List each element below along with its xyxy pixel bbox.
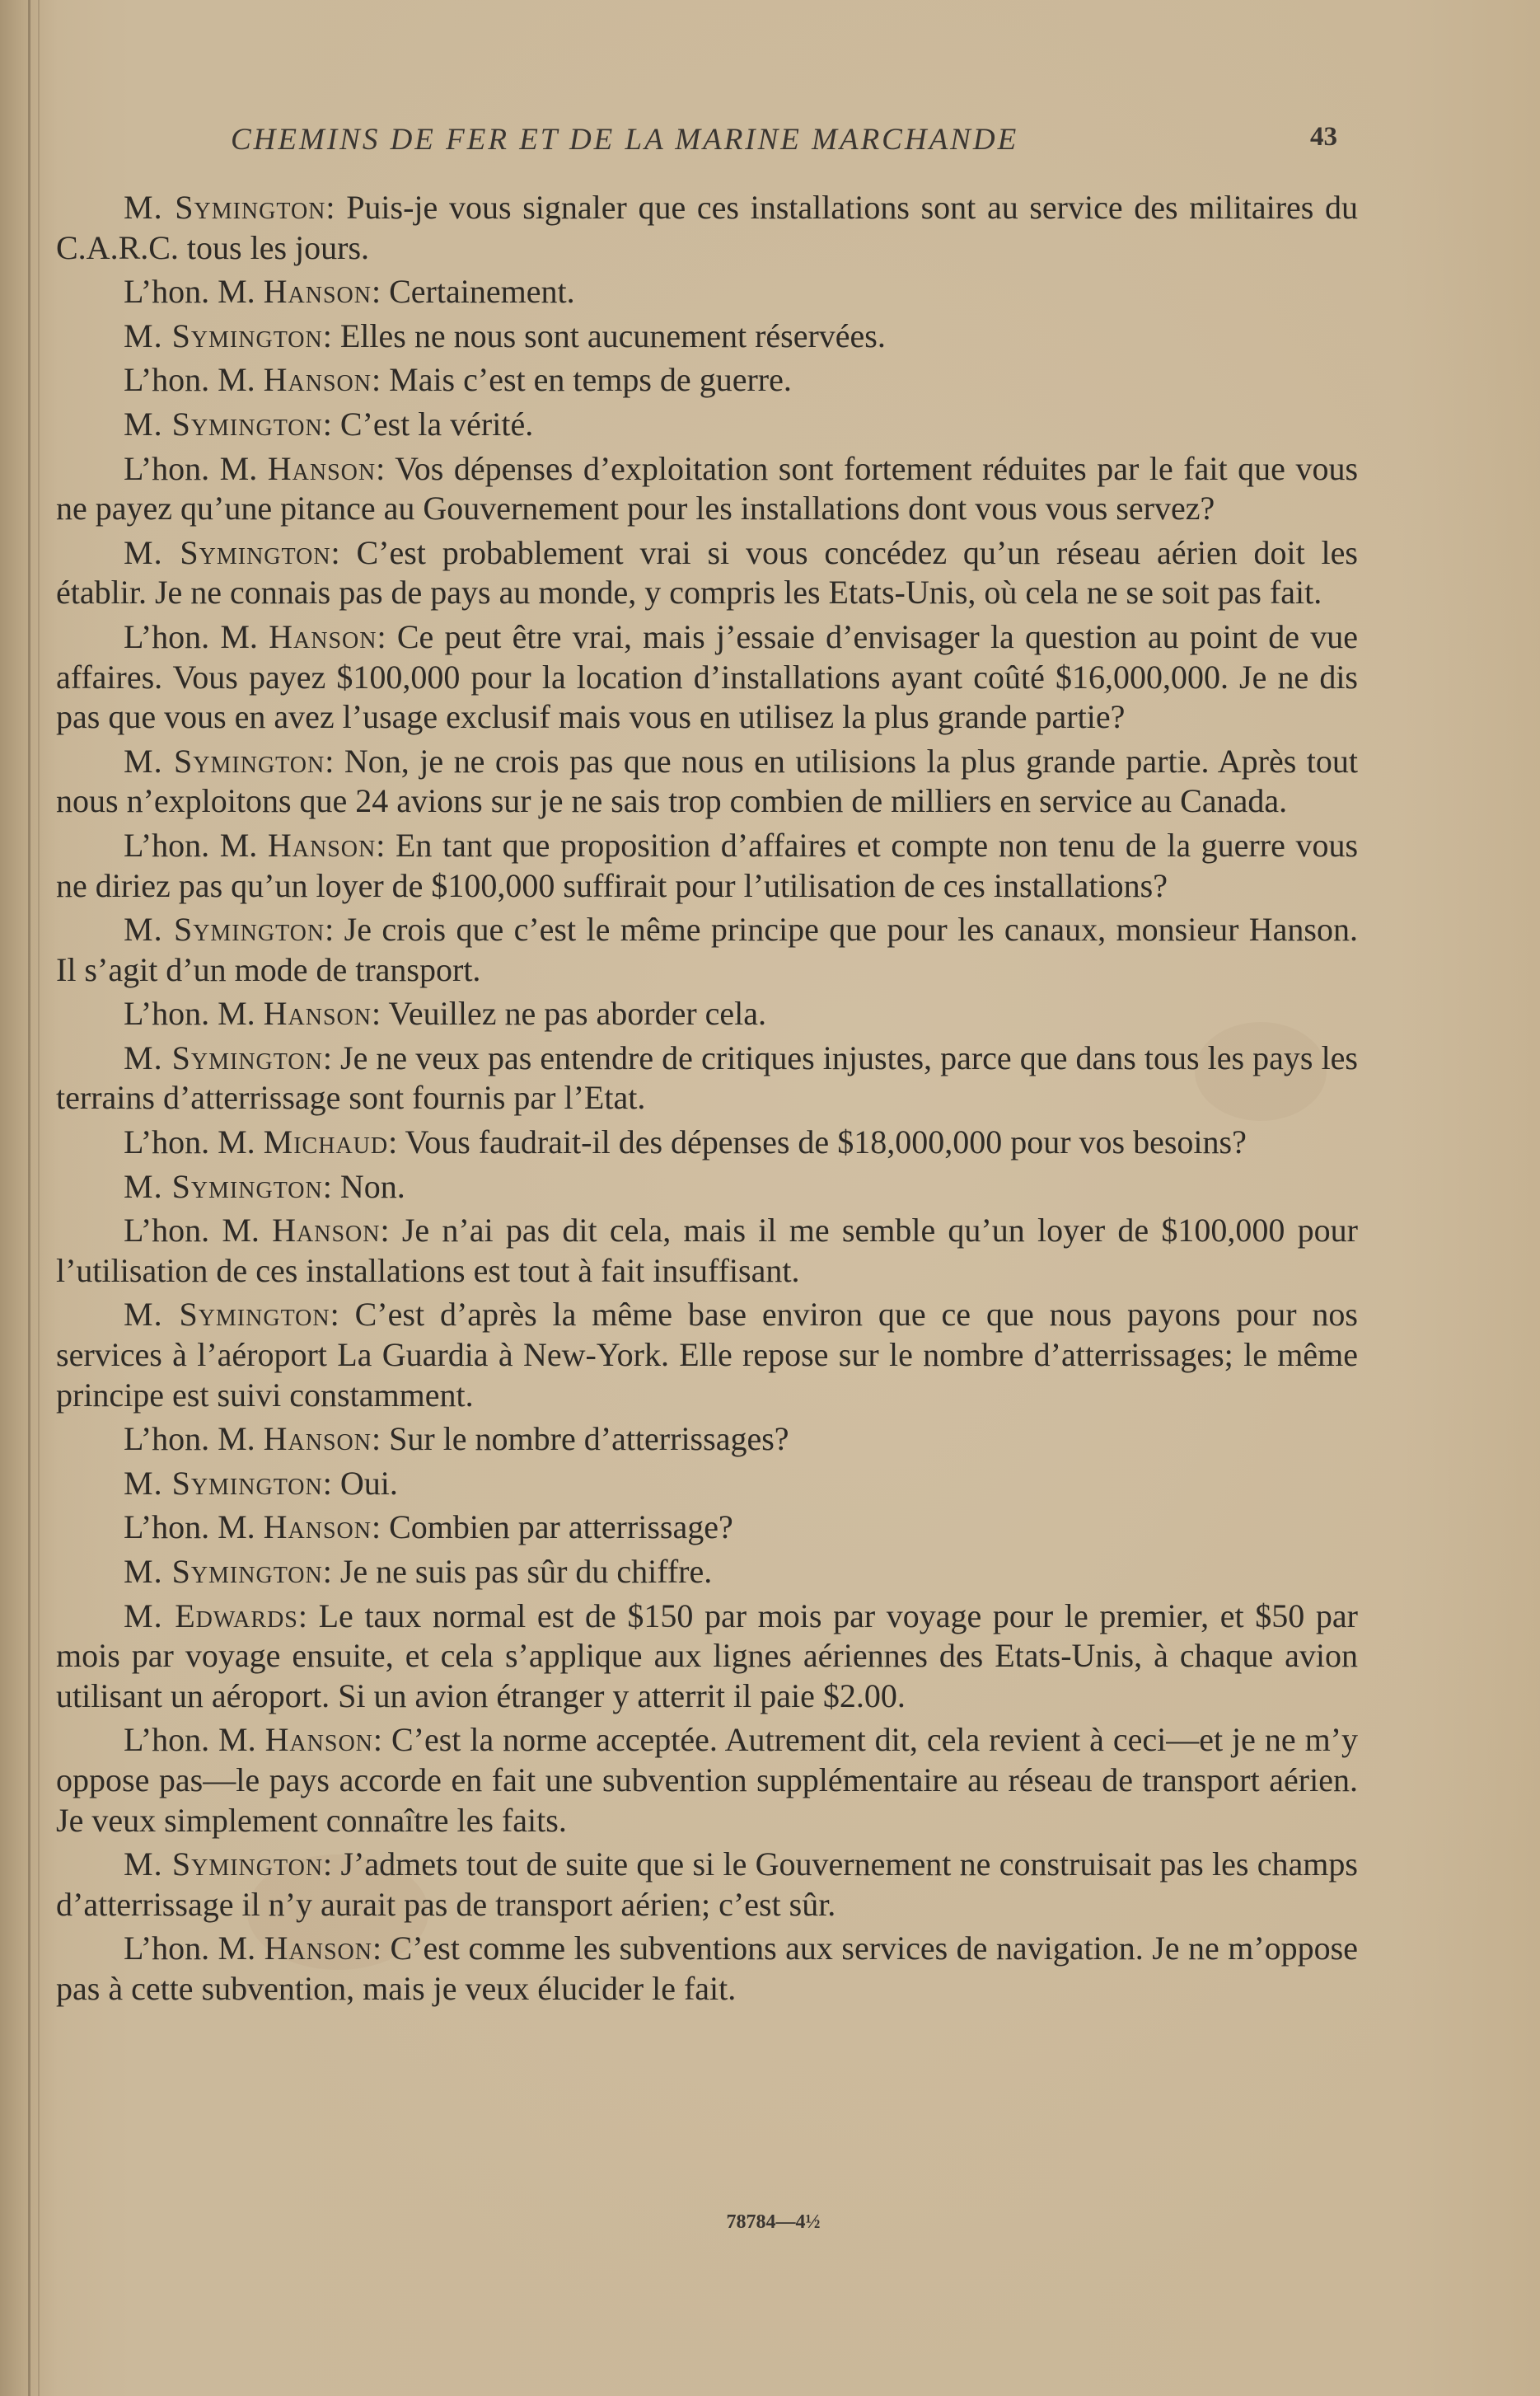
speaker-title: L’hon. M. bbox=[124, 1420, 255, 1458]
speech-text: Veuillez ne pas aborder cela. bbox=[388, 995, 767, 1033]
speaker-name: Hanson bbox=[272, 1212, 381, 1250]
dialogue-paragraph: L’hon. M. Hanson: Vos dépenses d’exploitation sont fortement réduites par le fait que vous ne payez qu’une pitance au Gouvernement pour les installations dont vous vous servez? bbox=[56, 449, 1359, 527]
speaker-title: L’hon. M. bbox=[124, 995, 255, 1033]
speech-text: Je crois que c’est le même principe que pour les canaux, monsieur Hanson. Il s’agit d’un mode de transport. bbox=[56, 911, 1359, 988]
speaker-name: Hanson bbox=[263, 273, 372, 311]
speaker-title: L’hon. M. bbox=[124, 1212, 260, 1250]
dialogue-paragraph: M. Symington: Je crois que c’est le même principe que pour les canaux, monsieur Hanson. Il s’agit d’un mode de transport. bbox=[56, 911, 1359, 988]
dialogue-paragraph: L’hon. M. Hanson: Je n’ai pas dit cela, mais il me semble qu’un loyer de $100,000 pour l’utilisation de ces installations est tout à fait insuffisant. bbox=[56, 1212, 1358, 1289]
running-title: CHEMINS DE FER ET DE LA MARINE MARCHANDE bbox=[231, 123, 1019, 157]
speech-text: C’est comme les subventions aux services de navigation. Je ne m’oppose pas à cette subvention, mais je veux élucider le fait. bbox=[56, 1929, 1358, 2007]
speaker-name: M. Symington bbox=[124, 1553, 323, 1590]
speaker-title: L’hon. M. bbox=[124, 826, 258, 864]
transcript-body bbox=[56, 188, 1358, 2014]
speech-text: Elles ne nous sont aucunement réservées. bbox=[339, 316, 886, 354]
speaker-name: Hanson bbox=[263, 1420, 372, 1458]
dialogue-paragraph: M. Symington: C’est probablement vrai si vous concédez qu’un réseau aérien doit les établir. Je ne connais pas de pays au monde, y compris les Etats-Unis, où cela ne se soit pas fait. bbox=[56, 533, 1358, 612]
dialogue-paragraph: M. Symington: Non. bbox=[124, 1167, 405, 1205]
speech-text: C’est d’après la même base environ que ce que nous payons pour nos services à l’aéroport La Guardia à New-York. Elle repose sur le nombre d’atterrissages; le même principe est suivi constamment. bbox=[56, 1296, 1358, 1414]
dialogue-paragraph: M. Symington: C’est la vérité. bbox=[124, 405, 534, 443]
dialogue-paragraph: L’hon. M. Michaud: Vous faudrait-il des dépenses de $18,000,000 pour vos besoins? bbox=[124, 1123, 1247, 1161]
speech-text: Puis-je vous signaler que ces installations sont au service des militaires du C.A.R.C. tous les jours. bbox=[56, 189, 1358, 266]
speaker-title: L’hon. M. bbox=[124, 449, 258, 487]
speaker-name: Michaud bbox=[263, 1123, 389, 1161]
speech-text: Je ne suis pas sûr du chiffre. bbox=[339, 1553, 713, 1590]
speaker-name: M. Symington bbox=[124, 1845, 324, 1883]
dialogue-paragraph: L’hon. M. Hanson: Veuillez ne pas aborder cela. bbox=[124, 995, 767, 1033]
dialogue-paragraph: L’hon. M. Hanson: Combien par atterrissage? bbox=[124, 1508, 733, 1546]
speaker-name: Hanson bbox=[263, 361, 372, 399]
speaker-name: M. Symington bbox=[124, 1167, 323, 1205]
speaker-name: M. Symington bbox=[124, 911, 325, 949]
speech-text: Ce peut être vrai, mais j’essaie d’envisager la question au point de vue affaires. Vous payez $100,000 pour la location d’installations ayant coûté $16,000,000. Je ne dis pas que vous en avez l’usage exclusif mais vous en utilisez la plus grande partie? bbox=[56, 617, 1359, 736]
speaker-title: L’hon. M. bbox=[124, 1508, 255, 1546]
speech-text: Non. bbox=[339, 1167, 405, 1205]
speaker-title: L’hon. M. bbox=[124, 273, 255, 311]
speech-text: Je ne veux pas entendre de critiques injustes, parce que dans tous les pays les terrains d’atterrissage sont fournis par l’Etat. bbox=[56, 1039, 1358, 1117]
speaker-name: M. Symington bbox=[124, 533, 331, 571]
page-number: 43 bbox=[1310, 122, 1337, 152]
dialogue-paragraph: L’hon. M. Hanson: Certainement. bbox=[124, 273, 575, 311]
speech-text: Oui. bbox=[339, 1464, 398, 1502]
speaker-name: Hanson bbox=[267, 449, 377, 487]
dialogue-paragraph: M. Symington: Je ne suis pas sûr du chiffre. bbox=[124, 1553, 713, 1590]
speech-text: Vous faudrait-il des dépenses de $18,000,000 pour vos besoins? bbox=[405, 1123, 1247, 1161]
speaker-name: Hanson bbox=[263, 995, 372, 1033]
dialogue-paragraph: L’hon. M. Hanson: En tant que proposition d’affaires et compte non tenu de la guerre vous ne diriez pas qu’un loyer de $100,000 suffirait pour l’utilisation de ces installations? bbox=[56, 826, 1359, 904]
speaker-name: M. Symington bbox=[124, 316, 323, 354]
speech-text: Sur le nombre d’atterrissages? bbox=[389, 1420, 789, 1458]
speaker-name: Hanson bbox=[269, 617, 377, 655]
dialogue-paragraph: L’hon. M. Hanson: Sur le nombre d’atterrissages? bbox=[124, 1420, 789, 1458]
speech-text: Combien par atterrissage? bbox=[389, 1508, 733, 1546]
speaker-title: L’hon. M. bbox=[124, 1929, 256, 1967]
dialogue-paragraph: M. Symington: C’est d’après la même base environ que ce que nous payons pour nos services à l’aéroport La Guardia à New-York. Elle repose sur le nombre d’atterrissages; le même principe est suivi constamment. bbox=[56, 1296, 1358, 1414]
speaker-title: L’hon. M. bbox=[124, 1123, 255, 1161]
speaker-name: M. Edwards bbox=[124, 1597, 298, 1634]
speaker-title: L’hon. M. bbox=[124, 1721, 256, 1759]
dialogue-paragraph: M. Edwards: Le taux normal est de $150 par mois par voyage pour le premier, et $50 par mois par voyage ensuite, et cela s’applique aux lignes aériennes des Etats-Unis, à chaque avion utilisant un aéroport. Si un avion étranger y atterrit il paie $2.00. bbox=[56, 1597, 1358, 1714]
printer-code: 78784—4½ bbox=[726, 2211, 821, 2233]
speaker-name: Hanson bbox=[264, 1929, 372, 1967]
speaker-name: Hanson bbox=[264, 1721, 373, 1759]
speaker-name: M. Symington bbox=[124, 742, 325, 780]
speech-text: Le taux normal est de $150 par mois par voyage pour le premier, et $50 par mois par voyage ensuite, et cela s’applique aux lignes aériennes des Etats-Unis, à chaque avion utilisant un aéroport. Si un avion étranger y atterrit il paie $2.00. bbox=[56, 1597, 1358, 1714]
speaker-name: Hanson bbox=[267, 826, 377, 864]
speech-text: Vos dépenses d’exploitation sont fortement réduites par le fait que vous ne payez qu’une pitance au Gouvernement pour les installations dont vous vous servez? bbox=[56, 449, 1359, 527]
speech-text: Non, je ne crois pas que nous en utilisions la plus grande partie. Après tout nous n’exploitons que 24 avions sur je ne sais trop combien de milliers en service au Canada. bbox=[56, 742, 1358, 820]
speaker-name: M. Symington bbox=[124, 1464, 323, 1502]
dialogue-paragraph: M. Symington: Je ne veux pas entendre de critiques injustes, parce que dans tous les pays les terrains d’atterrissage sont fournis par l’Etat. bbox=[56, 1039, 1358, 1117]
speaker-name: M. Symington bbox=[124, 1039, 323, 1076]
speech-text: Certainement. bbox=[389, 273, 575, 311]
speech-text: C’est la vérité. bbox=[339, 405, 534, 443]
page-header bbox=[231, 122, 1351, 171]
speech-text: C’est la norme acceptée. Autrement dit, cela revient à ceci—et je ne m’y oppose pas—le pays accorde en fait une subvention supplémentaire au réseau de transport aérien. Je veux simplement connaître les faits. bbox=[56, 1721, 1358, 1839]
dialogue-paragraph: M. Symington: Oui. bbox=[124, 1464, 398, 1502]
speaker-name: M. Symington bbox=[124, 405, 323, 443]
dialogue-paragraph: L’hon. M. Hanson: Ce peut être vrai, mais j’essaie d’envisager la question au point de vue affaires. Vous payez $100,000 pour la location d’installations ayant coûté $16,000,000. Je ne dis pas que vous en avez l’usage exclusif mais vous en utilisez la plus grande partie? bbox=[56, 617, 1359, 736]
dialogue-paragraph: M. Symington: J’admets tout de suite que si le Gouvernement ne construisait pas les champs d’atterrissage il n’y aurait pas de transport aérien; c’est sûr. bbox=[56, 1845, 1358, 1923]
speech-text: En tant que proposition d’affaires et compte non tenu de la guerre vous ne diriez pas qu’un loyer de $100,000 suffirait pour l’utilisation de ces installations? bbox=[56, 826, 1359, 904]
speaker-name: M. Symington bbox=[124, 189, 326, 226]
speaker-name: Hanson bbox=[263, 1508, 372, 1546]
dialogue-paragraph: M. Symington: Elles ne nous sont aucunement réservées. bbox=[124, 316, 886, 354]
dialogue-paragraph: L’hon. M. Hanson: C’est la norme acceptée. Autrement dit, cela revient à ceci—et je ne m’y oppose pas—le pays accorde en fait une subvention supplémentaire au réseau de transport aérien. Je veux simplement connaître les faits. bbox=[56, 1721, 1358, 1839]
binding-gutter-shadow bbox=[28, 0, 30, 2396]
speaker-name: M. Symington bbox=[124, 1296, 330, 1334]
page-footer bbox=[0, 2211, 1540, 2234]
dialogue-paragraph: M. Symington: Puis-je vous signaler que ces installations sont au service des militaires du C.A.R.C. tous les jours. bbox=[56, 189, 1358, 266]
speech-text: Je n’ai pas dit cela, mais il me semble qu’un loyer de $100,000 pour l’utilisation de ces installations est tout à fait insuffisant. bbox=[56, 1212, 1358, 1289]
binding-gutter-edge bbox=[38, 0, 40, 2396]
speech-text: J’admets tout de suite que si le Gouvernement ne construisait pas les champs d’atterrissage il n’y aurait pas de transport aérien; c’est sûr. bbox=[56, 1845, 1358, 1923]
speech-text: Mais c’est en temps de guerre. bbox=[389, 361, 792, 399]
dialogue-paragraph: L’hon. M. Hanson: Mais c’est en temps de guerre. bbox=[124, 361, 792, 399]
speaker-title: L’hon. M. bbox=[124, 361, 255, 399]
dialogue-paragraph: M. Symington: Non, je ne crois pas que nous en utilisions la plus grande partie. Après tout nous n’exploitons que 24 avions sur je ne sais trop combien de milliers en service au Canada. bbox=[56, 742, 1358, 820]
speech-text: C’est probablement vrai si vous concédez qu’un réseau aérien doit les établir. Je ne connais pas de pays au monde, y compris les Etats-Unis, où cela ne se soit pas fait. bbox=[56, 533, 1358, 612]
dialogue-paragraph: L’hon. M. Hanson: C’est comme les subventions aux services de navigation. Je ne m’oppose pas à cette subvention, mais je veux élucider le fait. bbox=[56, 1929, 1358, 2007]
speaker-title: L’hon. M. bbox=[124, 617, 258, 655]
